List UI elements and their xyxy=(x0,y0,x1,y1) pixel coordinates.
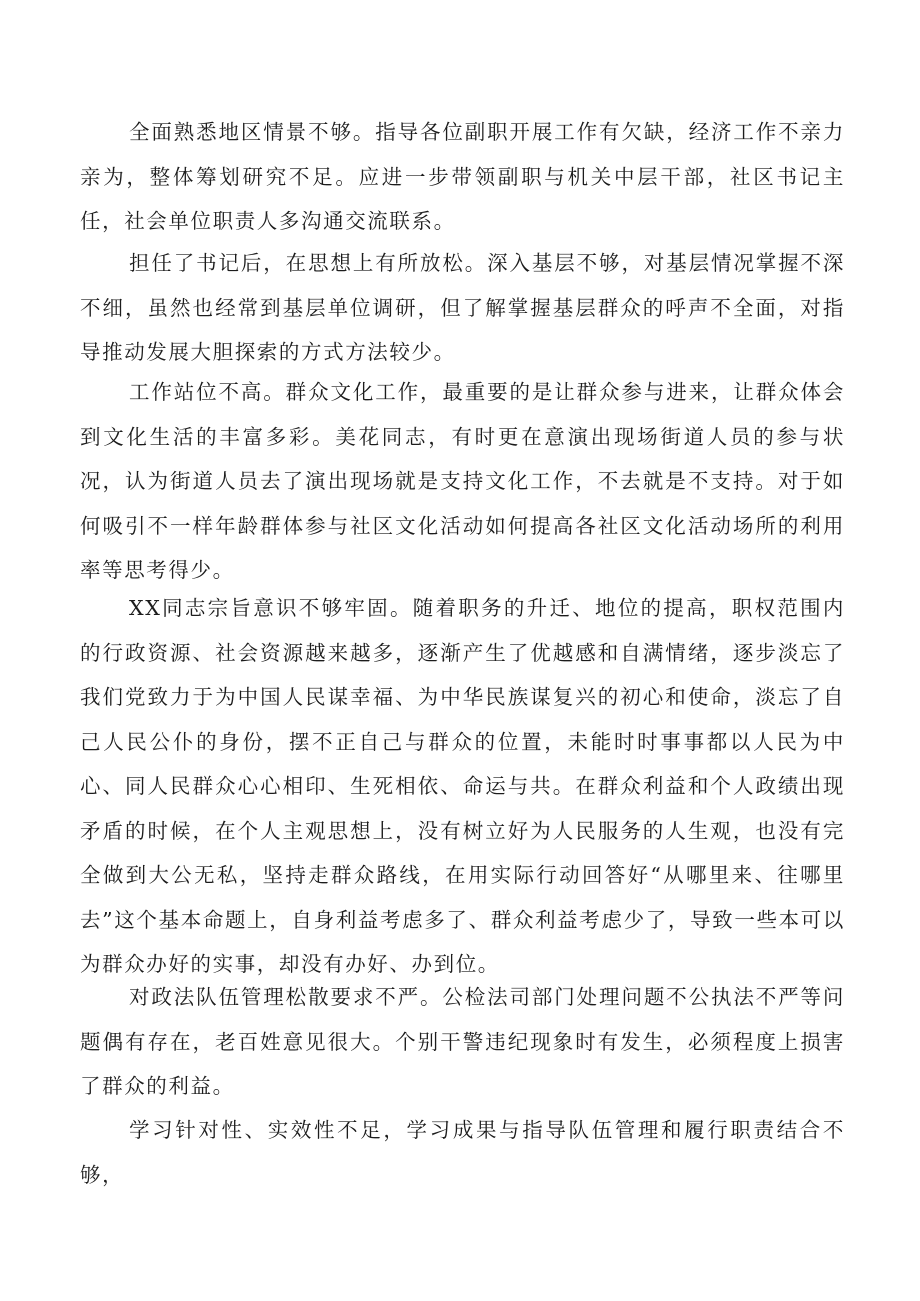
paragraph-6: 学习针对性、实效性不足，学习成果与指导队伍管理和履行职责结合不够， xyxy=(80,1118,845,1187)
paragraph-4: XX同志宗旨意识不够牢固。随着职务的升迁、地位的提高，职权范围内的行政资源、社会资源越来越多，逐渐产生了优越感和自满情绪，逐步淡忘了我们党致力于为中国人民谋幸福、为中华民族谋复兴的初心和使命，淡忘了自己人民公仆的身份，摆不正自己与群众的位置，未能时时事事都以人民为中心、同人民群众心心相印、生死相依、命运与共。在群众利益和个人政绩出现矛盾的时候，在个人主观思想上，没有树立好为人民服务的人生观，也没有完全做到大公无私，坚持走群众路线，在用实际行动回答好“从哪里来、往哪里去”这个基本命题上，自身利益考虑多了、群众利益考虑少了，导致一些本可以为群众办好的实事，却没有办好、办到位。 xyxy=(80,596,845,976)
paragraph-5: 对政法队伍管理松散要求不严。公检法司部门处理问题不公执法不严等问题偶有存在，老百姓意见很大。个别干警违纪现象时有发生，必须程度上损害了群众的利益。 xyxy=(80,985,845,1098)
paragraph-3: 工作站位不高。群众文化工作，最重要的是让群众参与进来，让群众体会到文化生活的丰富多彩。美花同志，有时更在意演出现场街道人员的参与状况，认为街道人员去了演出现场就是支持文化工作，不去就是不支持。对于如何吸引不一样年龄群体参与社区文化活动如何提高各社区文化活动场所的利用率等思考得少。 xyxy=(80,380,845,582)
paragraph-1: 全面熟悉地区情景不够。指导各位副职开展工作有欠缺，经济工作不亲力亲为，整体筹划研究不足。应进一步带领副职与机关中层干部，社区书记主任，社会单位职责人多沟通交流联系。 xyxy=(80,120,845,233)
paragraph-2: 担任了书记后，在思想上有所放松。深入基层不够，对基层情况掌握不深不细，虽然也经常到基层单位调研，但了解掌握基层群众的呼声不全面，对指导推动发展大胆探索的方式方法较少。 xyxy=(80,251,845,364)
